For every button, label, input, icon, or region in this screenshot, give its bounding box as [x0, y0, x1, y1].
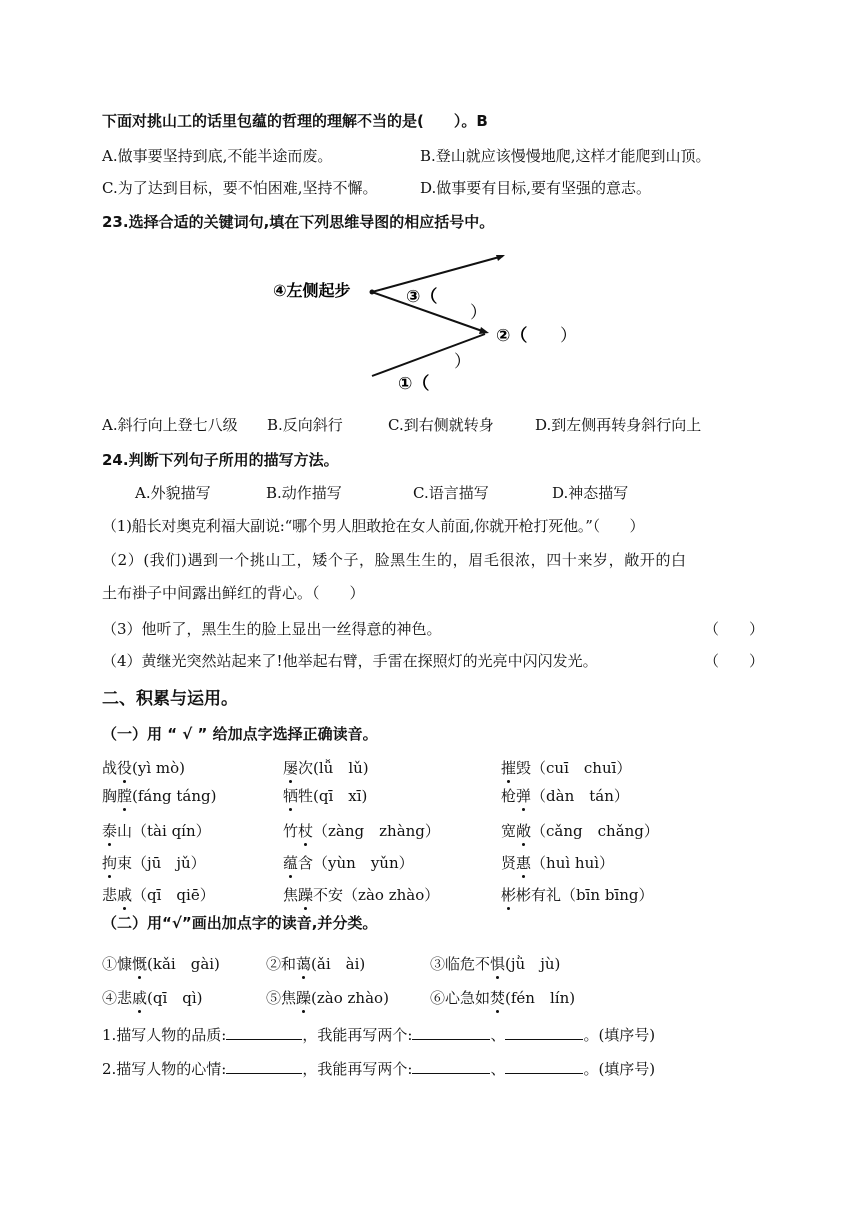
q24-option-d: D.神态描写 — [552, 484, 629, 502]
dotted-char: 躁 — [298, 886, 314, 904]
pinyin-choices[interactable]: (yì mò) — [132, 759, 186, 777]
section-title: 二、积累与运用。 — [102, 689, 238, 709]
diagram-label-2: ②（ — [496, 326, 528, 346]
classify-question-1 — [102, 1023, 655, 1045]
pinyin-choices[interactable]: (kǎi gài) — [147, 955, 220, 973]
word-prefix: ②和 — [266, 955, 297, 973]
q2-blank-2[interactable] — [412, 1057, 490, 1074]
arrow-head-middle — [479, 327, 489, 334]
q2-blank-1[interactable] — [226, 1057, 302, 1074]
pinyin-choices[interactable]: （cuī chuī） — [531, 759, 632, 777]
word-prefix: 悲 — [102, 886, 118, 904]
q1-label: 1.描写人物的品质: — [102, 1026, 227, 1044]
dotted-char: 焚 — [490, 989, 506, 1007]
dotted-char: 泰 — [102, 822, 118, 840]
dotted-char: 惧 — [490, 955, 506, 973]
dotted-char: 摧 — [501, 759, 517, 777]
q2-end: 。(填序号) — [583, 1060, 656, 1078]
dotted-char: 惠 — [516, 854, 532, 872]
diagram-paren-3-close: ） — [470, 303, 487, 323]
pinyin-item — [283, 821, 440, 841]
diagram-paren-1-close: ） — [454, 352, 471, 372]
q2-mid: ，我能再写两个: — [302, 1060, 413, 1078]
start-point — [370, 290, 375, 295]
pinyin-item — [501, 885, 654, 905]
reading-item — [430, 988, 575, 1008]
q24-sentence-1: （1)船长对奥克利福大副说:“哪个男人胆敢抢在女人前面,你就开枪打死他。”（ ） — [102, 517, 645, 535]
dotted-char: 牺 — [283, 787, 299, 805]
q24-sentence-2a: （2）(我们)遇到一个挑山工，矮个子，脸黑生生的，眉毛很浓，四十来岁，敞开的白 — [102, 551, 687, 569]
dotted-char: 屡 — [283, 759, 299, 777]
subsection-2-title: （二）用“√”画出加点字的读音,并分类。 — [102, 914, 378, 932]
pinyin-choices[interactable]: （jū jǔ） — [132, 854, 206, 872]
dotted-char: 杖 — [298, 822, 314, 840]
word-prefix: 竹 — [283, 822, 299, 840]
q22-question: 下面对挑山工的话里包蕴的哲理的理解不当的是( ）。B — [102, 112, 488, 130]
dotted-char: 蕴 — [283, 854, 299, 872]
word-suffix: 含 — [298, 854, 314, 872]
subsection-1-title: （一）用 “ √ ” 给加点字选择正确读音。 — [102, 725, 378, 743]
pinyin-item — [283, 853, 414, 873]
q23-option-b: B.反向斜行 — [267, 416, 343, 434]
pinyin-item — [501, 758, 631, 778]
reading-item — [266, 988, 389, 1008]
classify-question-2 — [102, 1057, 655, 1079]
reading-item — [430, 954, 560, 974]
q23-option-a: A.斜行向上登七八级 — [102, 416, 238, 434]
reading-item — [102, 954, 220, 974]
pinyin-choices[interactable]: （bīn bīng） — [561, 886, 654, 904]
pinyin-item — [102, 885, 215, 905]
word-suffix: 山 — [117, 822, 133, 840]
dotted-char: 戚 — [132, 989, 148, 1007]
q23-question: 23.选择合适的关键词句,填在下列思维导图的相应括号中。 — [102, 213, 495, 231]
q1-mid: ，我能再写两个: — [302, 1026, 413, 1044]
pinyin-choices[interactable]: （yùn yǔn） — [313, 854, 414, 872]
q24-question: 24.判断下列句子所用的描写方法。 — [102, 451, 339, 469]
mind-map-diagram — [260, 250, 600, 400]
arrow-head-upper — [496, 255, 505, 261]
q24-option-c: C.语言描写 — [413, 484, 489, 502]
pinyin-choices[interactable]: (qī xī) — [313, 787, 368, 805]
q2-label: 2.描写人物的心情: — [102, 1060, 227, 1078]
q2-sep: 、 — [490, 1060, 506, 1078]
pinyin-choices[interactable]: （zàng zhàng） — [313, 822, 440, 840]
word-suffix: 彬有礼 — [516, 886, 562, 904]
pinyin-choices[interactable]: (lǚ lǔ) — [313, 759, 369, 777]
dotted-char: 役 — [117, 759, 133, 777]
pinyin-choices[interactable]: （cǎng chǎng） — [531, 822, 659, 840]
word-prefix: 枪 — [501, 787, 517, 805]
pinyin-item — [102, 853, 206, 873]
q23-option-c: C.到右侧就转身 — [388, 416, 494, 434]
pinyin-choices[interactable]: (qī qì) — [147, 989, 203, 1007]
pinyin-item — [501, 786, 629, 806]
q2-blank-3[interactable] — [505, 1057, 583, 1074]
dotted-char: 彬 — [501, 886, 517, 904]
q24-answer-4[interactable]: （ ） — [704, 652, 765, 670]
pinyin-item — [501, 821, 659, 841]
word-prefix: ⑥心急如 — [430, 989, 491, 1007]
diagram-paren-2-close: ） — [560, 326, 577, 346]
word-prefix: 焦 — [283, 886, 299, 904]
word-prefix: ⑤焦 — [266, 989, 297, 1007]
word-prefix: 贤 — [501, 854, 517, 872]
q1-sep: 、 — [490, 1026, 506, 1044]
word-prefix: 战 — [102, 759, 118, 777]
dotted-char: 戚 — [117, 886, 133, 904]
dotted-char: 敞 — [516, 822, 532, 840]
pinyin-item — [283, 786, 367, 806]
dotted-char: 膛 — [117, 787, 133, 805]
word-prefix: ④悲 — [102, 989, 133, 1007]
word-prefix: ③临危不 — [430, 955, 491, 973]
pinyin-choices[interactable]: (fáng táng) — [132, 787, 217, 805]
word-suffix: 不安 — [313, 886, 344, 904]
pinyin-choices[interactable]: （zào zhào） — [343, 886, 440, 904]
pinyin-choices[interactable]: （qī qiē） — [132, 886, 215, 904]
word-suffix: 牲 — [298, 787, 314, 805]
dotted-char: 躁 — [296, 989, 312, 1007]
q24-answer-3[interactable]: （ ） — [704, 620, 765, 638]
q1-end: 。(填序号) — [583, 1026, 656, 1044]
pinyin-choices[interactable]: （dàn tán） — [531, 787, 629, 805]
pinyin-item — [102, 758, 185, 778]
q22-option-a: A.做事要坚持到底,不能半途而废。 — [102, 147, 333, 165]
pinyin-choices[interactable]: (jǜ jù) — [505, 955, 561, 973]
diagram-label-4: ④左侧起步 — [273, 281, 351, 300]
word-suffix: 毁 — [516, 759, 532, 777]
word-prefix: ①慷 — [102, 955, 133, 973]
word-suffix: 次 — [298, 759, 314, 777]
q22-option-c: C.为了达到目标，要不怕困难,坚持不懈。 — [102, 179, 378, 197]
dotted-char: 弹 — [516, 787, 532, 805]
pinyin-choices[interactable]: （tài qín） — [132, 822, 211, 840]
word-prefix: 宽 — [501, 822, 517, 840]
reading-item — [266, 954, 365, 974]
pinyin-choices[interactable]: (zào zhào) — [311, 989, 389, 1007]
q1-blank-2[interactable] — [412, 1023, 490, 1040]
q22-option-d: D.做事要有目标,要有坚强的意志。 — [420, 179, 652, 197]
q24-option-a: A.外貌描写 — [135, 484, 211, 502]
word-prefix: 胸 — [102, 787, 118, 805]
q24-sentence-3: （3）他听了，黑生生的脸上显出一丝得意的神色。 — [102, 620, 442, 638]
q24-sentence-2b: 土布褂子中间露出鲜红的背心。（ ） — [102, 584, 365, 602]
reading-item — [102, 988, 203, 1008]
pinyin-item — [501, 853, 614, 873]
pinyin-choices[interactable]: （huì huì） — [531, 854, 615, 872]
word-suffix: 束 — [117, 854, 133, 872]
pinyin-item — [283, 758, 369, 778]
q1-blank-3[interactable] — [505, 1023, 583, 1040]
diagram-label-3: ③（ — [406, 287, 438, 307]
dotted-char: 拘 — [102, 854, 118, 872]
q22-option-b: B.登山就应该慢慢地爬,这样才能爬到山顶。 — [420, 147, 711, 165]
q23-option-d: D.到左侧再转身斜行向上 — [535, 416, 702, 434]
q24-sentence-4: （4）黄继光突然站起来了!他举起右臂，手雷在探照灯的光亮中闪闪发光。 — [102, 652, 598, 670]
dotted-char: 蔼 — [296, 955, 312, 973]
zigzag-upper-line — [372, 256, 503, 292]
pinyin-item — [283, 885, 439, 905]
pinyin-item — [102, 786, 217, 806]
diagram-label-1: ①（ — [398, 374, 430, 394]
q24-option-b: B.动作描写 — [266, 484, 342, 502]
dotted-char: 慨 — [132, 955, 148, 973]
pinyin-item — [102, 821, 211, 841]
pinyin-choices[interactable]: (fén lín) — [505, 989, 576, 1007]
pinyin-choices[interactable]: (ǎi ài) — [311, 955, 366, 973]
q1-blank-1[interactable] — [226, 1023, 302, 1040]
